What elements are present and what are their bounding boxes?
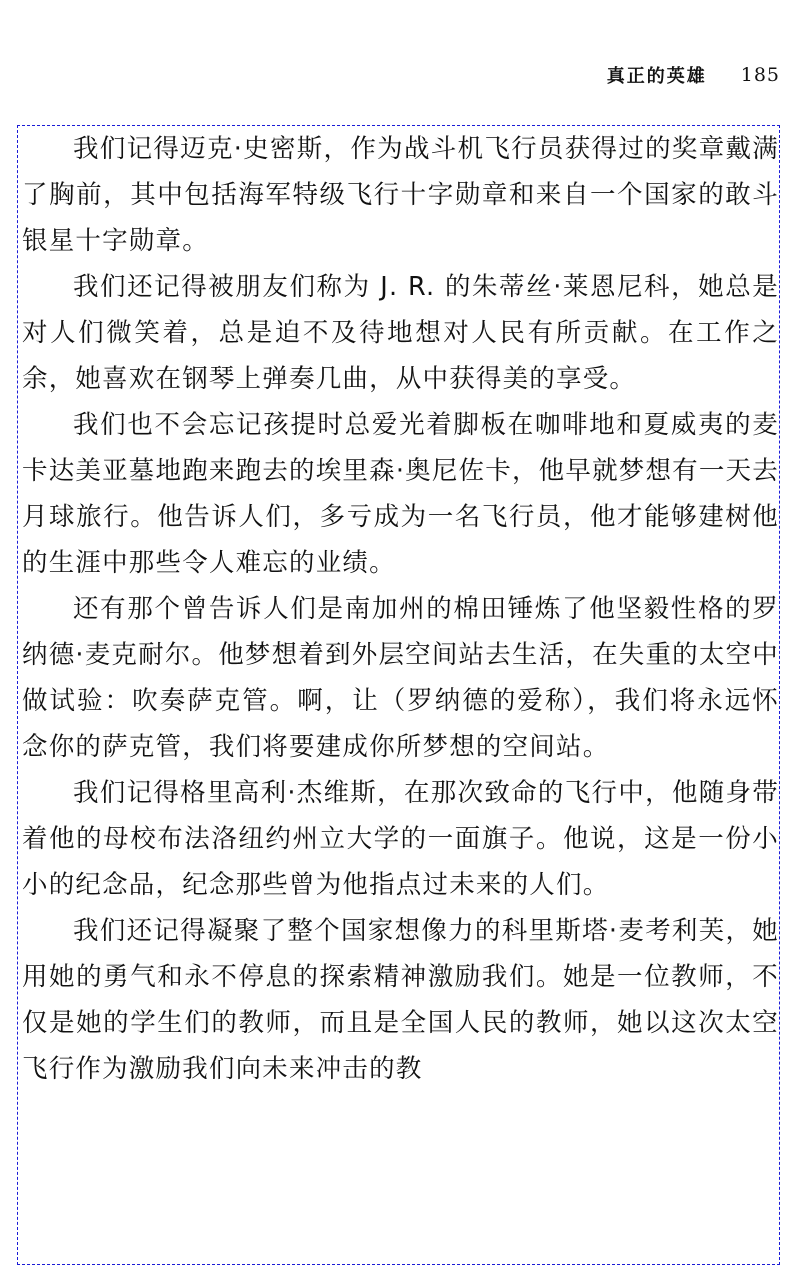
- page-number: 185: [740, 64, 780, 86]
- paragraph-ellison-onizuka: 我们也不会忘记孩提时总爱光着脚板在咖啡地和夏威夷的麦卡达美亚墓地跑来跑去的埃里森·奥尼佐卡，他早就梦想有一天去月球旅行。他告诉人们，多亏成为一名飞行员，他才能够建树他的生涯中那些令人难忘的业绩。: [22, 410, 779, 578]
- paragraph-judith-resnik: 我们还记得被朋友们称为 J. R. 的朱蒂丝·莱恩尼科，她总是对人们微笑着，总是迫不及待地想对人民有所贡献。在工作之余，她喜欢在钢琴上弹奏几曲，从中获得美的享受。: [22, 272, 779, 394]
- paragraph-gregory-jarvis: 我们记得格里高利·杰维斯，在那次致命的飞行中，他随身带着他的母校布法洛纽约州立大学的一面旗子。他说，这是一份小小的纪念品，纪念那些曾为他指点过未来的人们。: [22, 778, 779, 900]
- running-title: 真正的英雄: [606, 66, 707, 87]
- paragraph-christa-mcauliffe: 我们还记得凝聚了整个国家想像力的科里斯塔·麦考利芙，她用她的勇气和永不停息的探索精神激励我们。她是一位教师，不仅是她的学生们的教师，而且是全国人民的教师，她以这次太空飞行作为激励我们向未来冲击的教: [22, 916, 779, 1084]
- body-text: [22, 126, 779, 1092]
- paragraph-mike-smith: 我们记得迈克·史密斯，作为战斗机飞行员获得过的奖章戴满了胸前，其中包括海军特级飞行十字勋章和来自一个国家的敢斗银星十字勋章。: [22, 134, 779, 256]
- paragraph-ronald-mcnair: 还有那个曾告诉人们是南加州的棉田锤炼了他坚毅性格的罗纳德·麦克耐尔。他梦想着到外层空间站去生活，在失重的太空中做试验：吹奏萨克管。啊，让（罗纳德的爱称），我们将永远怀念你的萨克管，我们将要建成你所梦想的空间站。: [22, 594, 779, 762]
- text-frame: [17, 125, 780, 1265]
- running-header: [607, 58, 780, 92]
